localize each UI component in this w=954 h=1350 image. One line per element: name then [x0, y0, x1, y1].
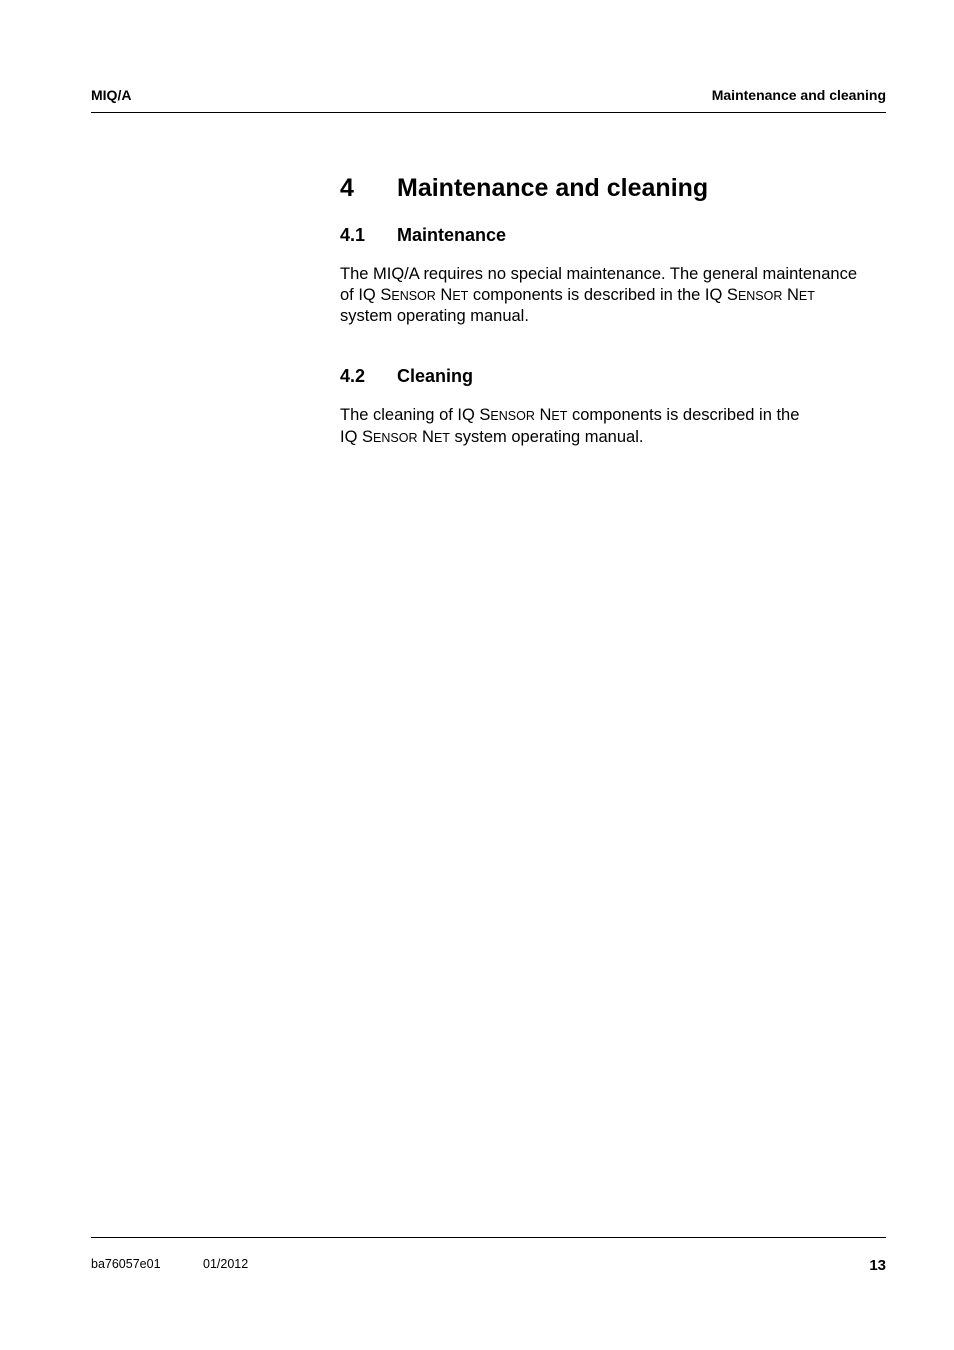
text-run: IQ S: [340, 427, 374, 446]
header-rule: [91, 112, 886, 113]
text-run: The cleaning of IQ S: [340, 406, 491, 424]
small-caps-run: ENSOR: [490, 409, 535, 423]
paragraph-line: [340, 427, 888, 449]
small-caps-run: ET: [551, 409, 568, 423]
section-title: Cleaning: [397, 366, 474, 386]
header-section-title: Maintenance and cleaning: [711, 87, 886, 103]
small-caps-run: ET: [452, 288, 469, 303]
small-caps-run: ET: [798, 288, 815, 303]
footer-date: 01/2012: [203, 1257, 249, 1271]
text-run: components is described in the: [567, 406, 800, 424]
section-title: Maintenance: [397, 225, 507, 245]
text-run: N: [435, 285, 453, 304]
header-product-name: MIQ/A: [91, 87, 132, 103]
chapter-number: 4: [340, 174, 354, 202]
paragraph-line: [340, 264, 888, 285]
small-caps-run: ENSOR: [737, 288, 783, 303]
text-run: of IQ S: [340, 285, 392, 304]
page-number: 13: [869, 1257, 886, 1274]
small-caps-run: ENSOR: [373, 430, 418, 445]
text-run: N: [417, 427, 434, 446]
page-header: [91, 87, 886, 107]
chapter-heading: [340, 174, 708, 203]
small-caps-run: ET: [433, 430, 450, 445]
text-run: system operating manual.: [340, 307, 529, 325]
text-run: N: [534, 406, 552, 424]
text-run: The MIQ/A requires no special maintenance. The general maintenance: [340, 265, 857, 283]
text-run: components is described in the IQ S: [468, 285, 738, 304]
section-heading-cleaning: [340, 366, 473, 387]
chapter-title: Maintenance and cleaning: [397, 174, 709, 202]
page-footer: [91, 1257, 886, 1277]
text-run: system operating manual.: [449, 427, 644, 446]
footer-document-id: ba76057e01: [91, 1257, 161, 1271]
maintenance-paragraph: [340, 264, 888, 327]
paragraph-line: [340, 405, 888, 427]
text-run: N: [782, 285, 799, 304]
section-number: 4.1: [340, 225, 366, 245]
paragraph-line: [340, 306, 888, 327]
section-number: 4.2: [340, 366, 366, 386]
section-heading-maintenance: [340, 225, 506, 246]
paragraph-line: [340, 285, 888, 307]
footer-rule: [91, 1237, 886, 1238]
small-caps-run: ENSOR: [391, 288, 436, 303]
cleaning-paragraph: [340, 405, 888, 448]
